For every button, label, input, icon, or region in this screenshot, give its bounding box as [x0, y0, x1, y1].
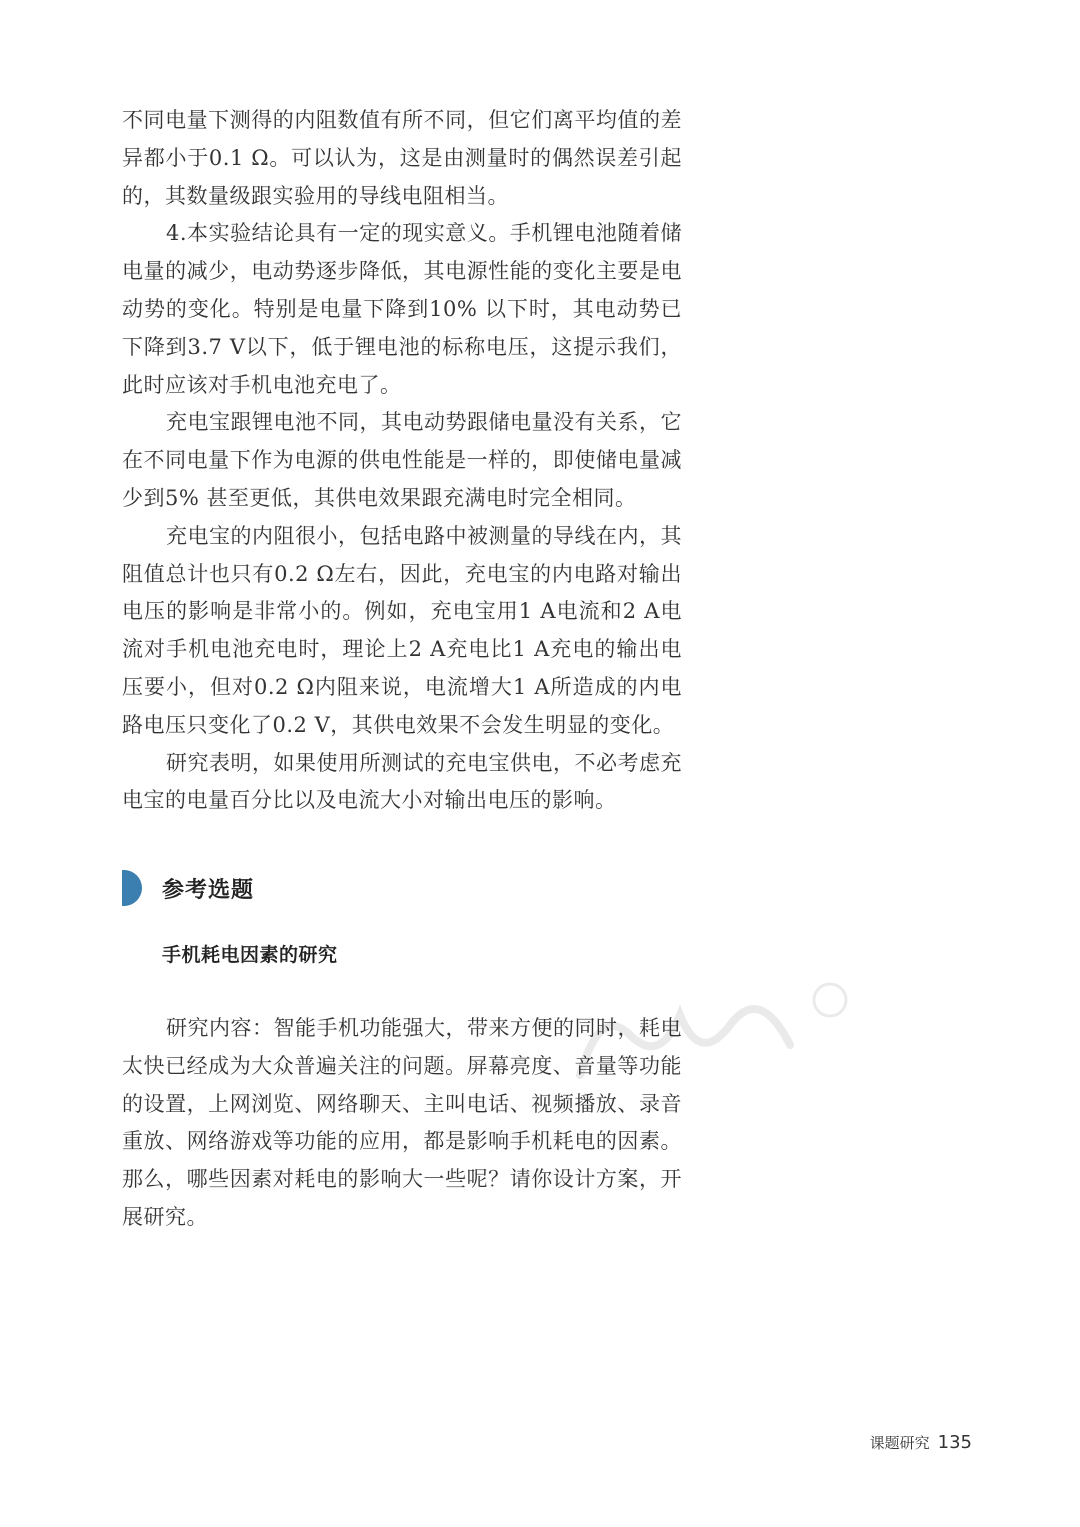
section-marker-icon	[122, 870, 142, 906]
section-heading	[122, 869, 254, 907]
topic-content: 研究内容：智能手机功能强大，带来方便的同时，耗电太快已经成为大众普遍关注的问题。屏幕亮度、音量等功能的设置，上网浏览、网络聊天、主叫电话、视频播放、录音重放、网络游戏等功能的应用，都是影响手机耗电的因素。那么，哪些因素对耗电的影响大一些呢？请你设计方案，开展研究。	[122, 1016, 682, 1229]
paragraph-5: 研究表明，如果使用所测试的充电宝供电，不必考虑充电宝的电量百分比以及电流大小对输出电压的影响。	[122, 750, 682, 813]
footer-label: 课题研究	[869, 1434, 930, 1452]
body-text	[122, 102, 682, 820]
watermark-icon	[560, 975, 860, 1095]
paragraph-4: 充电宝的内阻很小，包括电路中被测量的导线在内，其阻值总计也只有0.2 Ω左右，因此，充电宝的内电路对输出电压的影响是非常小的。例如，充电宝用1 A电流和2 A电流对手机电池充电时，理论上2 A充电比1 A充电的输出电压要小，但对0.2 Ω内阻来说，电流增大1 A所造成的内电路电压只变化了0.2 V，其供电效果不会发生明显的变化。	[122, 523, 682, 737]
topic-title: 手机耗电因素的研究	[162, 944, 338, 966]
paragraph-3: 充电宝跟锂电池不同，其电动势跟储电量没有关系，它在不同电量下作为电源的供电性能是一样的，即使储电量减少到5% 甚至更低，其供电效果跟充满电时完全相同。	[122, 410, 682, 510]
page-number: 135	[937, 1432, 972, 1453]
page-footer	[870, 1432, 972, 1453]
section-title: 参考选题	[162, 877, 255, 903]
paragraph-2: 4.本实验结论具有一定的现实意义。手机锂电池随着储电量的减少，电动势逐步降低，其电源性能的变化主要是电动势的变化。特别是电量下降到10% 以下时，其电动势已下降到3.7 V以下，低于锂电池的标称电压，这提示我们，此时应该对手机电池充电了。	[122, 221, 682, 397]
paragraph-1: 不同电量下测得的内阻数值有所不同，但它们离平均值的差异都小于0.1 Ω。可以认为，这是由测量时的偶然误差引起的，其数量级跟实验用的导线电阻相当。	[122, 108, 682, 208]
